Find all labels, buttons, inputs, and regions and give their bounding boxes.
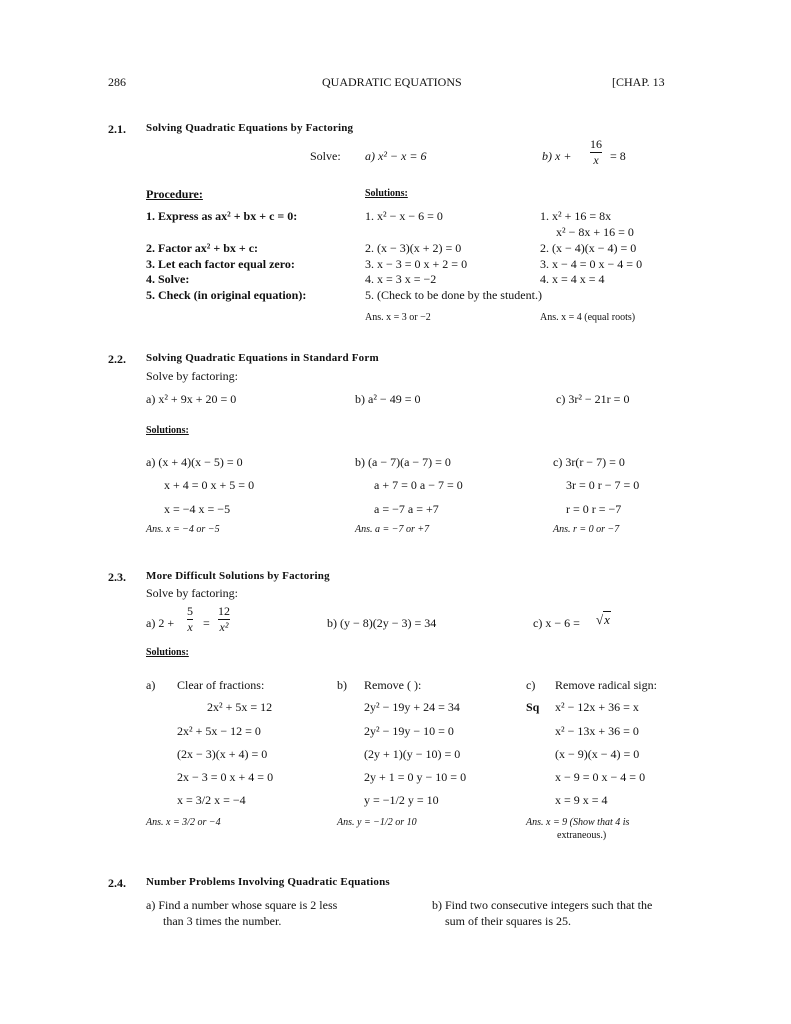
- section-2-1-number: 2.1.: [108, 122, 126, 136]
- solution-2-3-c-label: c): [526, 678, 536, 692]
- solution-2-3-b-label: b): [337, 678, 347, 692]
- solution-2-2-a-roots: x = −4 x = −5: [164, 502, 231, 516]
- square-both-sides-label: Sq: [526, 700, 540, 714]
- solution-2-3-b-line-3: (2y + 1)(y − 10) = 0: [364, 747, 461, 761]
- solution-a-step-4: 4. x = 3 x = −2: [365, 272, 437, 286]
- section-2-4-number: 2.4.: [108, 876, 126, 890]
- solution-2-2-b-zero: a + 7 = 0 a − 7 = 0: [374, 478, 463, 492]
- answer-2-3-a: Ans. x = 3/2 or −4: [146, 817, 221, 828]
- fraction-16-over-x: [590, 138, 602, 166]
- fraction-5-over-x: [187, 605, 193, 633]
- solution-a-step-2: 2. (x − 3)(x + 2) = 0: [365, 241, 462, 255]
- solution-2-2-c-roots: r = 0 r = −7: [566, 502, 622, 516]
- solution-2-3-b-line-2: 2y² − 19y − 10 = 0: [364, 724, 454, 738]
- solution-a-step-3: 3. x − 3 = 0 x + 2 = 0: [365, 257, 468, 271]
- solution-2-2-a-zero: x + 4 = 0 x + 5 = 0: [164, 478, 255, 492]
- fraction-denominator: x: [593, 152, 599, 167]
- problem-2-1-a: a) x² − x = 6: [365, 149, 427, 163]
- chapter-label: [CHAP. 13: [612, 75, 665, 89]
- solution-2-3-a-label: a): [146, 678, 156, 692]
- solution-2-3-b-line-4: 2y + 1 = 0 y − 10 = 0: [364, 770, 467, 784]
- problem-2-1-b-tail: = 8: [610, 149, 626, 163]
- solve-label: Solve:: [310, 149, 341, 163]
- solution-2-3-c-title: Remove radical sign:: [555, 678, 657, 692]
- problem-2-4-a-line-1: a) Find a number whose square is 2 less: [146, 898, 338, 912]
- solutions-heading-2-2: Solutions:: [146, 425, 189, 436]
- solution-b-step-3: 3. x − 4 = 0 x − 4 = 0: [540, 257, 643, 271]
- problem-2-1-b-lead: b) x +: [542, 149, 572, 163]
- solution-2-3-b-title: Remove ( ):: [364, 678, 422, 692]
- solution-2-2-c-factored: c) 3r(r − 7) = 0: [553, 455, 625, 469]
- solution-2-3-a-title: Clear of fractions:: [177, 678, 265, 692]
- procedure-step-5: 5. Check (in original equation):: [146, 288, 307, 302]
- solution-a-step-1: 1. x² − x − 6 = 0: [365, 209, 443, 223]
- solution-b-step-1: 1. x² + 16 = 8x: [540, 209, 612, 223]
- solutions-heading-2-1: Solutions:: [365, 188, 408, 199]
- solution-b-step-4: 4. x = 4 x = 4: [540, 272, 605, 286]
- procedure-step-3: 3. Let each factor equal zero:: [146, 257, 295, 271]
- solution-2-2-c-zero: 3r = 0 r − 7 = 0: [566, 478, 640, 492]
- section-2-3-number: 2.3.: [108, 570, 126, 584]
- fraction-numerator: 16: [590, 137, 602, 151]
- solution-2-3-a-line-4: 2x − 3 = 0 x + 4 = 0: [177, 770, 274, 784]
- problem-2-3-b: b) (y − 8)(2y − 3) = 34: [327, 616, 437, 630]
- solution-2-3-a-line-1: 2x² + 5x = 12: [207, 700, 273, 714]
- section-2-2-instruction: Solve by factoring:: [146, 369, 238, 383]
- solutions-heading-2-3: Solutions:: [146, 647, 189, 658]
- procedure-step-2: 2. Factor ax² + bx + c:: [146, 241, 259, 255]
- solution-2-3-c-line-1: x² − 12x + 36 = x: [555, 700, 639, 714]
- problem-2-3-a-lead: a) 2 +: [146, 616, 175, 630]
- solution-2-3-a-line-5: x = 3/2 x = −4: [177, 793, 246, 807]
- problem-2-3-c-lead: c) x − 6 =: [533, 616, 580, 630]
- fraction-denominator: x: [187, 619, 193, 634]
- answer-2-2-a: Ans. x = −4 or −5: [146, 524, 220, 535]
- solution-b-step-1-rearranged: x² − 8x + 16 = 0: [556, 225, 634, 239]
- solution-2-3-a-line-3: (2x − 3)(x + 4) = 0: [177, 747, 268, 761]
- problem-2-2-a: a) x² + 9x + 20 = 0: [146, 392, 237, 406]
- answer-2-2-b: Ans. a = −7 or +7: [355, 524, 430, 535]
- procedure-step-1: 1. Express as ax² + bx + c = 0:: [146, 209, 298, 223]
- solution-a-step-5: 5. (Check to be done by the student.): [365, 288, 542, 302]
- section-2-2-title: Solving Quadratic Equations in Standard Form: [146, 352, 379, 364]
- problem-2-4-b-line-1: b) Find two consecutive integers such that the: [432, 898, 653, 912]
- answer-2-1-b: Ans. x = 4 (equal roots): [540, 312, 636, 323]
- solution-2-2-b-roots: a = −7 a = +7: [374, 502, 439, 516]
- fraction-numerator: 5: [187, 604, 193, 618]
- solution-2-3-b-line-1: 2y² − 19y + 24 = 34: [364, 700, 460, 714]
- solution-2-2-a-factored: a) (x + 4)(x − 5) = 0: [146, 455, 243, 469]
- section-2-2-number: 2.2.: [108, 352, 126, 366]
- solution-2-3-c-line-2: x² − 13x + 36 = 0: [555, 724, 639, 738]
- page-number: 286: [108, 75, 126, 89]
- radical-sqrt-x: √x: [596, 612, 610, 627]
- problem-2-2-b: b) a² − 49 = 0: [355, 392, 421, 406]
- section-2-1-title: Solving Quadratic Equations by Factoring: [146, 122, 354, 134]
- solution-2-3-c-line-3: (x − 9)(x − 4) = 0: [555, 747, 640, 761]
- problem-2-4-b-line-2: sum of their squares is 25.: [445, 914, 571, 928]
- solution-b-step-2: 2. (x − 4)(x − 4) = 0: [540, 241, 637, 255]
- answer-2-1-a: Ans. x = 3 or −2: [365, 312, 431, 323]
- solution-2-3-c-line-5: x = 9 x = 4: [555, 793, 608, 807]
- problem-2-4-a-line-2: than 3 times the number.: [163, 914, 282, 928]
- section-2-3-instruction: Solve by factoring:: [146, 586, 238, 600]
- problem-2-2-c: c) 3r² − 21r = 0: [556, 392, 630, 406]
- solution-2-2-b-factored: b) (a − 7)(a − 7) = 0: [355, 455, 451, 469]
- running-title: QUADRATIC EQUATIONS: [322, 75, 462, 89]
- section-2-3-title: More Difficult Solutions by Factoring: [146, 570, 330, 582]
- answer-2-2-c: Ans. r = 0 or −7: [553, 524, 620, 535]
- fraction-12-over-x-squared: [218, 605, 230, 633]
- solution-2-3-a-line-2: 2x² + 5x − 12 = 0: [177, 724, 261, 738]
- answer-2-3-c: Ans. x = 9 (Show that 4 is: [526, 817, 630, 828]
- solution-2-3-b-line-5: y = −1/2 y = 10: [364, 793, 439, 807]
- solution-2-3-c-line-4: x − 9 = 0 x − 4 = 0: [555, 770, 646, 784]
- section-2-4-title: Number Problems Involving Quadratic Equations: [146, 876, 390, 888]
- problem-2-3-a-equals: =: [203, 616, 210, 630]
- fraction-denominator: x²: [219, 619, 229, 634]
- procedure-heading: Procedure:: [146, 187, 203, 201]
- radicand: x: [604, 612, 610, 627]
- answer-2-3-c-note: extraneous.): [557, 830, 607, 841]
- fraction-numerator: 12: [218, 604, 230, 618]
- procedure-step-4: 4. Solve:: [146, 272, 190, 286]
- answer-2-3-b: Ans. y = −1/2 or 10: [337, 817, 417, 828]
